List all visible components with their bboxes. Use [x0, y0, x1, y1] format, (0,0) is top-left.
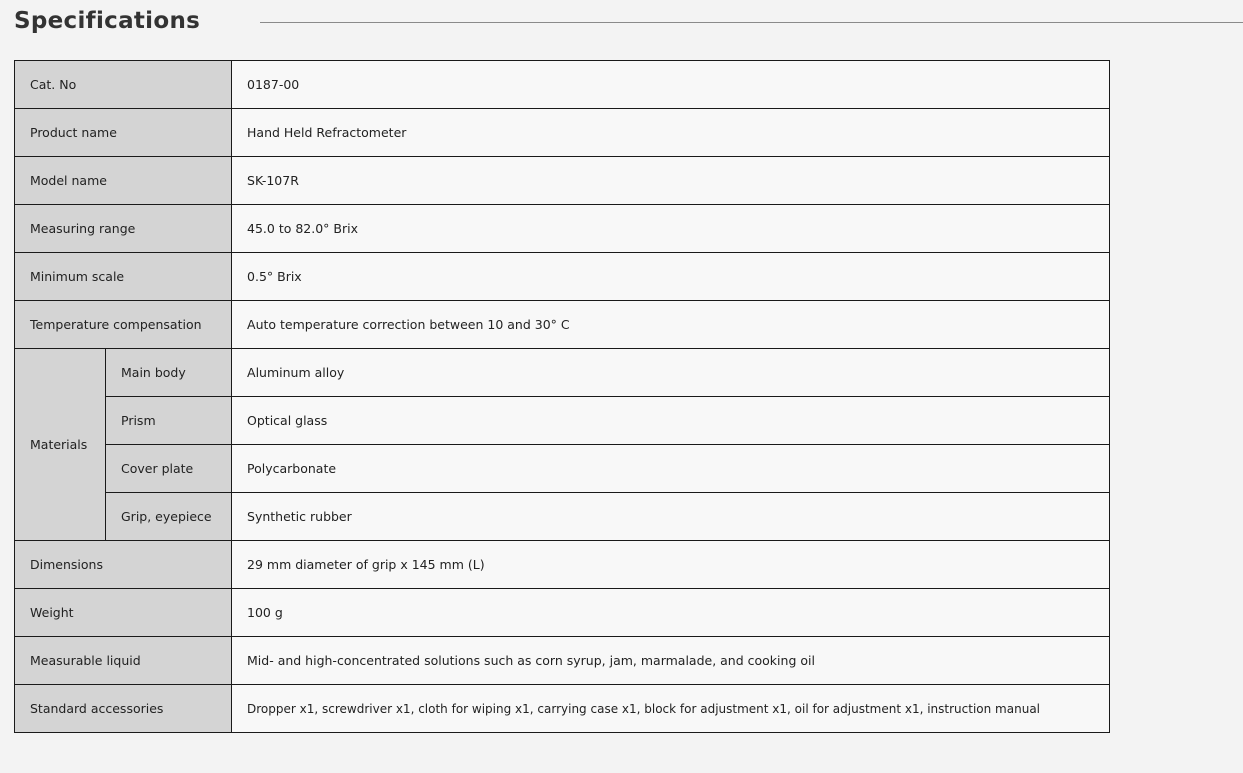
row-value-dimensions: 29 mm diameter of grip x 145 mm (L) [232, 541, 1110, 589]
row-value-prism: Optical glass [232, 397, 1110, 445]
table-row [15, 61, 1110, 109]
row-label-weight: Weight [15, 589, 232, 637]
table-row [15, 493, 1110, 541]
table-row [15, 301, 1110, 349]
row-label-materials: Materials [15, 349, 106, 541]
table-row [15, 205, 1110, 253]
table-row [15, 541, 1110, 589]
row-label-product-name: Product name [15, 109, 232, 157]
table-row [15, 589, 1110, 637]
sub-label-grip-eyepiece: Grip, eyepiece [106, 493, 232, 541]
table-row [15, 157, 1110, 205]
table-row [15, 253, 1110, 301]
table-row [15, 637, 1110, 685]
row-value-minimum-scale: 0.5° Brix [232, 253, 1110, 301]
row-label-model-name: Model name [15, 157, 232, 205]
title-divider [260, 22, 1243, 23]
sub-label-cover-plate: Cover plate [106, 445, 232, 493]
row-value-cover-plate: Polycarbonate [232, 445, 1110, 493]
row-label-minimum-scale: Minimum scale [15, 253, 232, 301]
specifications-table [14, 60, 1110, 733]
row-label-temperature-compensation: Temperature compensation [15, 301, 232, 349]
row-label-dimensions: Dimensions [15, 541, 232, 589]
row-value-weight: 100 g [232, 589, 1110, 637]
section-header [14, 8, 1243, 40]
row-label-standard-accessories: Standard accessories [15, 685, 232, 733]
sub-label-main-body: Main body [106, 349, 232, 397]
row-value-measurable-liquid: Mid- and high-concentrated solutions such as corn syrup, jam, marmalade, and cooking oil [232, 637, 1110, 685]
row-label-measurable-liquid: Measurable liquid [15, 637, 232, 685]
table-row [15, 397, 1110, 445]
table-row [15, 685, 1110, 733]
row-label-measuring-range: Measuring range [15, 205, 232, 253]
row-value-main-body: Aluminum alloy [232, 349, 1110, 397]
page-title: Specifications [14, 8, 201, 34]
table-row [15, 109, 1110, 157]
row-value-model-name: SK-107R [232, 157, 1110, 205]
row-value-standard-accessories: Dropper x1, screwdriver x1, cloth for wiping x1, carrying case x1, block for adjustment x1, oil for adjustment x1, instruction manual [232, 685, 1110, 733]
row-value-measuring-range: 45.0 to 82.0° Brix [232, 205, 1110, 253]
row-value-product-name: Hand Held Refractometer [232, 109, 1110, 157]
row-value-grip-eyepiece: Synthetic rubber [232, 493, 1110, 541]
row-value-temperature-compensation: Auto temperature correction between 10 and 30° C [232, 301, 1110, 349]
row-label-cat-no: Cat. No [15, 61, 232, 109]
table-row [15, 445, 1110, 493]
sub-label-prism: Prism [106, 397, 232, 445]
row-value-cat-no: 0187-00 [232, 61, 1110, 109]
table-row [15, 349, 1110, 397]
